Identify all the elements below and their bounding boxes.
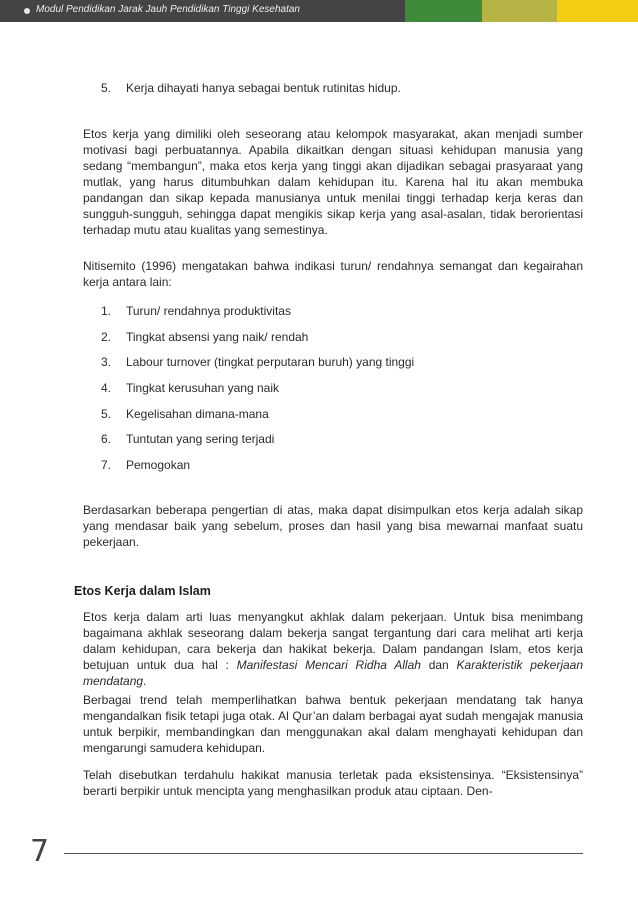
emphasis-text: Karakteristik pekerjaan mendatang xyxy=(83,658,584,688)
paragraph-nitisemito: Nitisemito (1996) mengatakan bahwa indikasi turun/ rendahnya semangat dan kegairahan kerja antara lain: xyxy=(83,259,583,289)
bullet-icon xyxy=(24,8,30,14)
paragraph-conclusion: Berdasarkan beberapa pengertian di atas, maka dapat disimpulkan etos kerja adalah sikap yang mendasar baik yang sebelum, proses dan hasil yang bisa mewarnai manfaat suatu pekerjaan. xyxy=(83,503,583,549)
header-dark-band xyxy=(0,0,405,22)
header-yellow-band xyxy=(557,0,638,22)
list-item-number: 6. xyxy=(101,432,112,446)
section-heading: Etos Kerja dalam Islam xyxy=(74,584,211,598)
top-item-number: 5. xyxy=(101,81,112,95)
header-bar xyxy=(0,0,638,22)
list-item-text: Tingkat kerusuhan yang naik xyxy=(126,381,279,395)
list-item-number: 5. xyxy=(101,407,112,421)
list-item-number: 2. xyxy=(101,330,112,344)
list-item-text: Turun/ rendahnya produktivitas xyxy=(126,304,291,318)
list-item-text: Kegelisahan dimana-mana xyxy=(126,407,269,421)
list-item-number: 3. xyxy=(101,355,112,369)
list-item-number: 1. xyxy=(101,304,112,318)
top-item-text: Kerja dihayati hanya sebagai bentuk rutinitas hidup. xyxy=(126,81,401,95)
list-item-text: Pemogokan xyxy=(126,458,191,472)
list-item-number: 7. xyxy=(101,458,112,472)
paragraph-trend: Berbagai trend telah memperlihatkan bahwa bentuk pekerjaan mendatang tak hanya mengandalkan fisik tetapi juga otak. Al Qur’an dalam berbagai ayat sudah mengajak manusia untuk berpikir, membandingkan dan menggunakan akal dalam menghayati kehidupan dan mengarungi samudera kehidupan. xyxy=(83,693,583,755)
list-item-text: Tingkat absensi yang naik/ rendah xyxy=(126,330,309,344)
paragraph-etos-motivation: Etos kerja yang dimiliki oleh seseorang atau kelompok masyarakat, akan menjadi sumber motivasi bagi perbuatannya. Apabila dikaitkan dengan situasi kehidupan manusia yang sedang “membangun”, maka etos kerja yang tinggi akan dijadikan sebagai prasyaraat yang mutlak, yang harus ditumbuhkan dalam kehidupan itu. Karena hal itu akan membuka pandangan dan sikap kepada manusianya untuk menilai tinggi terhadap kerja keras dan sungguh-sungguh, sehingga dapat mengikis sikap kerja yang asal-asalan, tidak berorientasi terhadap mutu atau kualitas yang semestinya. xyxy=(83,127,583,237)
header-green-band xyxy=(405,0,482,22)
header-olive-band xyxy=(482,0,557,22)
list-item-number: 4. xyxy=(101,381,112,395)
paragraph-etos-islam: Etos kerja dalam arti luas menyangkut akhlak dalam pekerjaan. Untuk bisa menimbang bagaimana akhlak seseorang dalam bekerja sangat tergantung dari cara melihat arti kerja dalam kehidupan, cara bekerja dan hakikat bekerja. Dalam pandangan Islam, etos kerja betujuan untuk dua hal : Manifestasi Mencari Ridha Allah dan Karakteristik pekerjaan mendatang. xyxy=(83,610,584,688)
paragraph-eksistensi: Telah disebutkan terdahulu hakikat manusia terletak pada eksistensinya. “Eksistensinya” berarti berpikir untuk mencipta yang menghasilkan produk atau ciptaan. Den- xyxy=(83,768,583,798)
list-item-text: Labour turnover (tingkat perputaran buruh) yang tinggi xyxy=(126,355,415,369)
module-title: Modul Pendidikan Jarak Jauh Pendidikan Tinggi Kesehatan xyxy=(36,4,300,15)
emphasis-text: Manifestasi Mencari Ridha Allah xyxy=(236,658,421,672)
page-number: 7 xyxy=(30,834,50,869)
footer-divider xyxy=(64,853,583,854)
list-item-text: Tuntutan yang sering terjadi xyxy=(126,432,275,446)
